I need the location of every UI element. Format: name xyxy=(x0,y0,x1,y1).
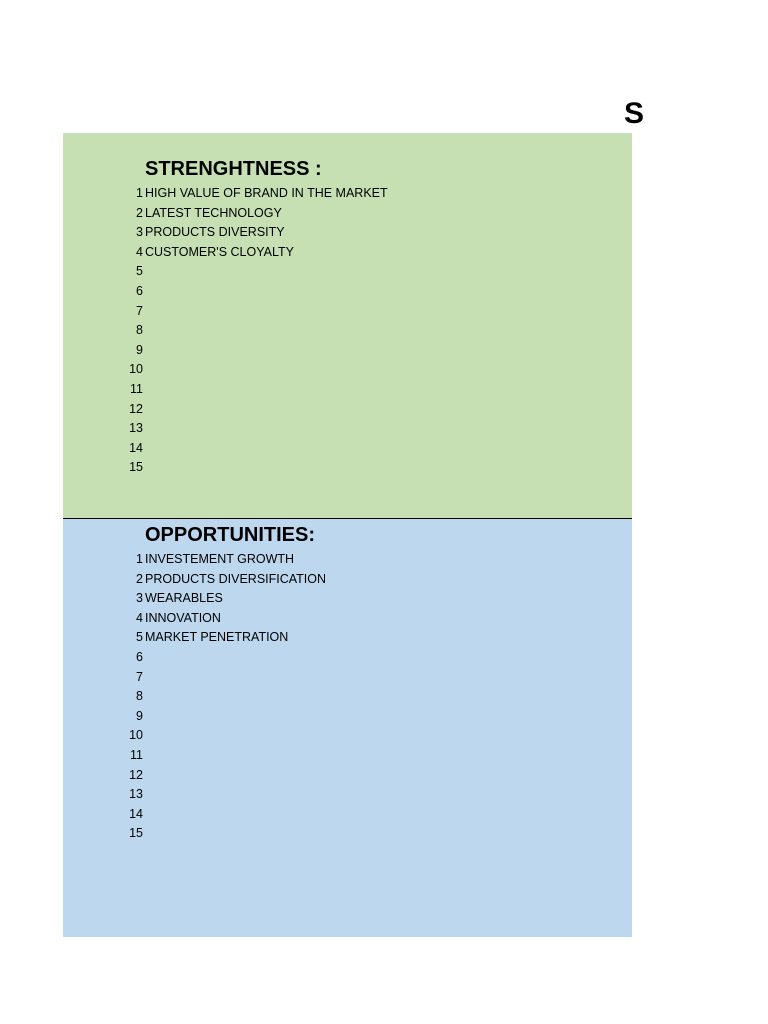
item-number: 8 xyxy=(136,689,143,704)
item-text: INNOVATION xyxy=(145,610,221,625)
opportunities-title: OPPORTUNITIES: xyxy=(145,524,316,546)
item-number: 15 xyxy=(129,826,143,841)
item-number: 2 xyxy=(136,571,143,586)
item-number: 12 xyxy=(129,401,143,416)
item-text: MARKET PENETRATION xyxy=(145,630,289,645)
item-number: 6 xyxy=(136,283,143,298)
strengths-title: STRENGHTNESS : xyxy=(145,158,322,180)
item-text: INVESTEMENT GROWTH xyxy=(145,552,295,566)
item-text: PRODUCTS DIVERSIFICATION xyxy=(145,571,327,586)
item-number: 8 xyxy=(136,323,143,338)
item-number: 5 xyxy=(136,264,143,279)
item-text: HIGH VALUE OF BRAND IN THE MARKET xyxy=(145,186,388,200)
item-number: 9 xyxy=(136,342,143,357)
item-number: 11 xyxy=(130,747,143,762)
item-number: 1 xyxy=(136,552,143,566)
item-number: 15 xyxy=(129,460,143,475)
opportunities-quadrant xyxy=(63,518,632,937)
page-title-fragment xyxy=(624,97,645,131)
item-number: 9 xyxy=(136,708,143,723)
item-text: CUSTOMER'S CLOYALTY xyxy=(145,244,294,259)
item-number: 4 xyxy=(136,610,143,625)
item-number: 14 xyxy=(129,806,143,821)
page-title-text: S xyxy=(624,97,645,130)
item-number: 13 xyxy=(129,787,143,802)
item-number: 2 xyxy=(136,205,143,220)
item-number: 6 xyxy=(136,649,143,664)
item-number: 7 xyxy=(136,669,143,684)
item-number: 12 xyxy=(129,767,143,782)
item-number: 4 xyxy=(136,244,143,259)
item-number: 11 xyxy=(130,381,143,396)
item-number: 13 xyxy=(129,421,143,436)
strengths-quadrant xyxy=(63,133,632,518)
item-text: WEARABLES xyxy=(145,591,223,606)
item-number: 5 xyxy=(136,630,143,645)
item-text: PRODUCTS DIVERSITY xyxy=(145,225,285,240)
item-number: 1 xyxy=(136,186,143,200)
item-number: 10 xyxy=(129,728,143,743)
item-number: 3 xyxy=(136,591,143,606)
item-number: 3 xyxy=(136,225,143,240)
item-number: 10 xyxy=(129,362,143,377)
item-text: LATEST TECHNOLOGY xyxy=(145,205,282,220)
item-number: 7 xyxy=(136,303,143,318)
item-number: 14 xyxy=(129,440,143,455)
